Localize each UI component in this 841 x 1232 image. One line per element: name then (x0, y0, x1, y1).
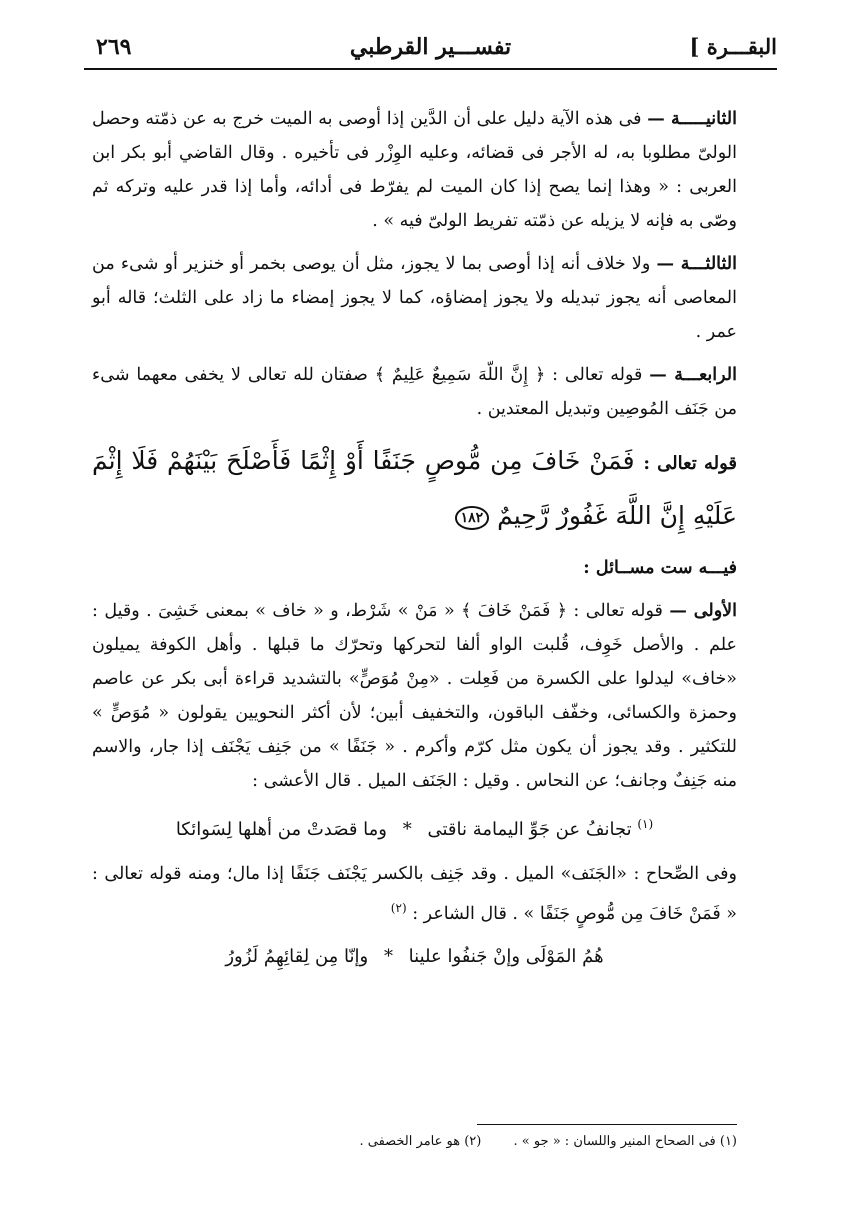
book-title: تفســـير القرطبي (349, 34, 512, 60)
footnote-rule (477, 1124, 737, 1125)
footnotes (92, 1124, 737, 1153)
paragraph-text: قوله تعالى : ﴿ إِنَّ اللّهَ سَمِيعٌ عَلِيمٌ ﴾ صفتان لله تعالى لا يخفى معهما شىء من جَنَف المُوصِين وتبديل المعتدين . (92, 365, 737, 419)
paragraph-third (92, 247, 737, 349)
footnote-ref-1: (١) (637, 817, 654, 831)
poem-verse-1 (92, 807, 737, 847)
verse-text: فَمَنْ خَافَ مِن مُّوصٍ جَنَفًا أَوْ إِثْمًا فَأَصْلَحَ بَيْنَهُمْ فَلَا إِثْمَ عَلَيْهِ إِنَّ اللَّهَ غَفُورٌ رَّحِيمٌ (92, 446, 737, 530)
page-number: ٢٦٩ (96, 34, 132, 60)
page-header (84, 28, 777, 70)
paragraph-lead: الثانيـــــة — (647, 109, 737, 129)
poem-hemistich-1: تجانفُ عن جَوِّ اليمامة ناقتى (427, 819, 632, 840)
poem-hemistich-2: وما قصَدتْ من أهلها لِسَوائكا (175, 819, 387, 840)
paragraph-sihah (92, 857, 737, 931)
poem-hemistich-2: وإنّا مِن لِقائِهِمُ لَزُورُ (225, 945, 369, 967)
page-body (92, 102, 737, 984)
paragraph-lead: الرابعـــة — (649, 365, 737, 385)
paragraph-fourth (92, 358, 737, 426)
poem-hemistich-1: هُمُ المَوْلَى وإنْ جَنفُوا علينا (408, 945, 604, 967)
paragraph-text: فى هذه الآية دليل على أن الدَّين إذا أوصى به الميت خرج به عن ذمّته وحصل الولىّ مطلوبا به، له الأجر فى قضائه، وعليه الوِزْر فى تأخيره . وقال القاضي أبو بكر ابن العربى : « وهذا إنما يصح إذا كان الميت لم يفرّط فى أدائه، وأما إذا قدر عليه وتركه ثم وصّى به فإنه لا يزيله عن ذمّته تفريط الولىّ فيه » . (92, 109, 737, 231)
poem-separator: * (402, 819, 412, 840)
poem-verse-2 (92, 940, 737, 974)
footnote-ref-2: (٢) (390, 901, 407, 915)
paragraph-text: قوله تعالى : ﴿ فَمَنْ خَافَ ﴾ « مَنْ » شَرْط، و « خاف » بمعنى خَشِىَ . وقيل : علم . والأصل خَوِف، قُلبت الواو ألفا لتحركها وتحرّك ما قبلها . وأهل الكوفة يميلون «خاف» ليدلوا على الكسرة من فَعِلت . «مِنْ مُوَصٍّ» بالتشديد قراءة أبى بكر عن عاصم وحمزة والكسائى، وخفّف الباقون، والتخفيف أبين؛ لأن أكثر النحويين يقولون « مُوَصٍّ » للتكثير . وقد يجوز أن يكون مثل كرّم وأكرم . « جَنَفًا » من جَنِف يَجْنَف إذا جار، والاسم منه جَنِفٌ وجانف؛ عن النحاس . وقيل : الجَنَف الميل . قال الأعشى : (92, 601, 737, 791)
verse-label: قوله تعالى : (643, 453, 737, 474)
paragraph-first-issue (92, 594, 737, 798)
ayah-number-mark: ١٨٢ (455, 506, 490, 530)
paragraph-second (92, 102, 737, 238)
surah-name: البقـــرة ] (689, 34, 777, 59)
paragraph-text: ولا خلاف أنه إذا أوصى بما لا يجوز، مثل أن يوصى بخمر أو خنزير أو شىء من المعاصى أنه يجوز تبديله ولا يجوز إمضاؤه، كما لا يجوز إمضاء ما زاد على الثلث؛ قاله أبو عمر . (92, 254, 737, 342)
paragraph-lead: الأولى — (669, 601, 737, 621)
paragraph-text: وفى الصِّحاح : «الجَنَف» الميل . وقد جَنِف بالكسر يَجْنَف جَنَفًا إذا مال؛ ومنه قوله تعالى : « فَمَنْ خَافَ مِن مُّوصٍ جَنَفًا » . قال الشاعر : (92, 864, 737, 924)
footnote-1: (١) فى الصحاح المنير واللسان : « جو » . (513, 1134, 737, 1149)
paragraph-lead: الثالثـــة — (656, 254, 737, 274)
quran-verse (92, 435, 737, 542)
footnote-2: (٢) هو عامر الخصفى . (359, 1134, 482, 1149)
section-heading: فيـــه ست مســائل : (583, 558, 737, 578)
poem-separator: * (383, 945, 393, 967)
